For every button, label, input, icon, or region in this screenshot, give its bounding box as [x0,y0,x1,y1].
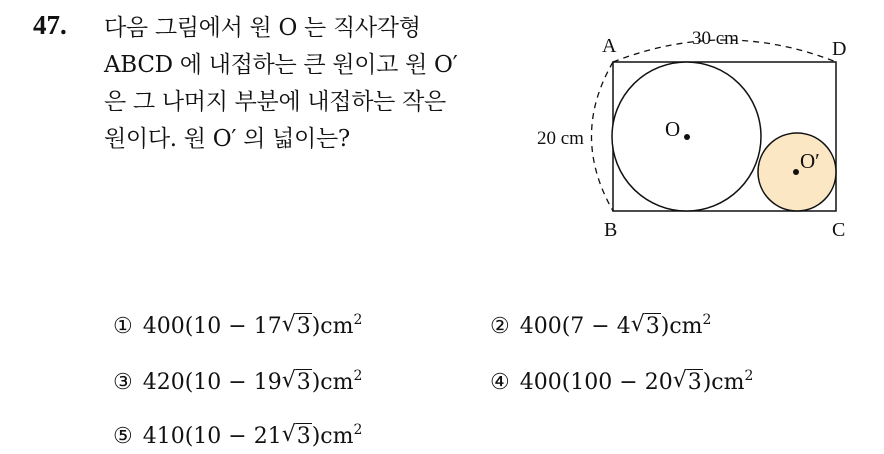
choice-expression: 420(10 − 19 [142,370,282,395]
label-top-length: 30 cm [692,28,739,49]
choice-3[interactable] [113,368,362,395]
center-o-prime-dot [793,169,799,175]
choice-5[interactable] [113,422,362,449]
label-a: A [602,35,617,57]
choice-expression: 400(7 − 4 [519,314,631,339]
choice-4[interactable] [490,368,753,395]
choice-number: ② [490,314,510,339]
sqrt-symbol [631,314,661,339]
label-c: C [832,219,846,241]
sqrt-symbol [282,424,312,449]
choice-exponent: 2 [353,422,363,438]
choice-expression: 410(10 − 21 [142,424,282,449]
radicand: 3 [645,314,660,339]
choice-exponent: 2 [744,368,754,384]
question-line: ABCD 에 내접하는 큰 원이고 원 O′ [104,52,458,78]
choice-expression: 400(100 − 20 [519,370,673,395]
choice-number: ④ [490,370,510,395]
label-b: B [604,219,618,241]
radicand: 3 [687,370,702,395]
choice-number: ③ [113,370,133,395]
choice-number: ① [113,314,133,339]
choice-unit: )cm [660,314,703,339]
choice-exponent: 2 [353,368,363,384]
choice-exponent: 2 [702,312,712,328]
choice-unit: )cm [702,370,745,395]
radicand: 3 [296,314,311,339]
sqrt-symbol [282,370,312,395]
choice-2[interactable] [490,312,711,339]
choice-unit: )cm [311,370,354,395]
choice-expression: 400(10 − 17 [142,314,282,339]
label-o-prime: O′ [800,149,820,173]
label-d: D [832,38,847,60]
choice-unit: )cm [311,424,354,449]
label-left-length: 20 cm [537,128,584,149]
geometry-figure [520,18,860,248]
sqrt-symbol [673,370,703,395]
radicand: 3 [296,370,311,395]
choice-1[interactable] [113,312,362,339]
question-line: 은 그 나머지 부분에 내접하는 작은 [104,89,446,115]
radicand: 3 [296,424,311,449]
question-number: 47. [33,10,67,40]
label-o: O [665,117,681,141]
choice-number: ⑤ [113,424,133,449]
left-dimension-arc [592,62,614,211]
question-line: 원이다. 원 O′ 의 넓이는? [104,126,350,152]
choice-exponent: 2 [353,312,363,328]
question-text [104,10,514,158]
choice-unit: )cm [311,314,354,339]
question-line: 다음 그림에서 원 O 는 직사각형 [104,15,421,41]
center-o-dot [684,134,690,140]
sqrt-symbol [282,314,312,339]
